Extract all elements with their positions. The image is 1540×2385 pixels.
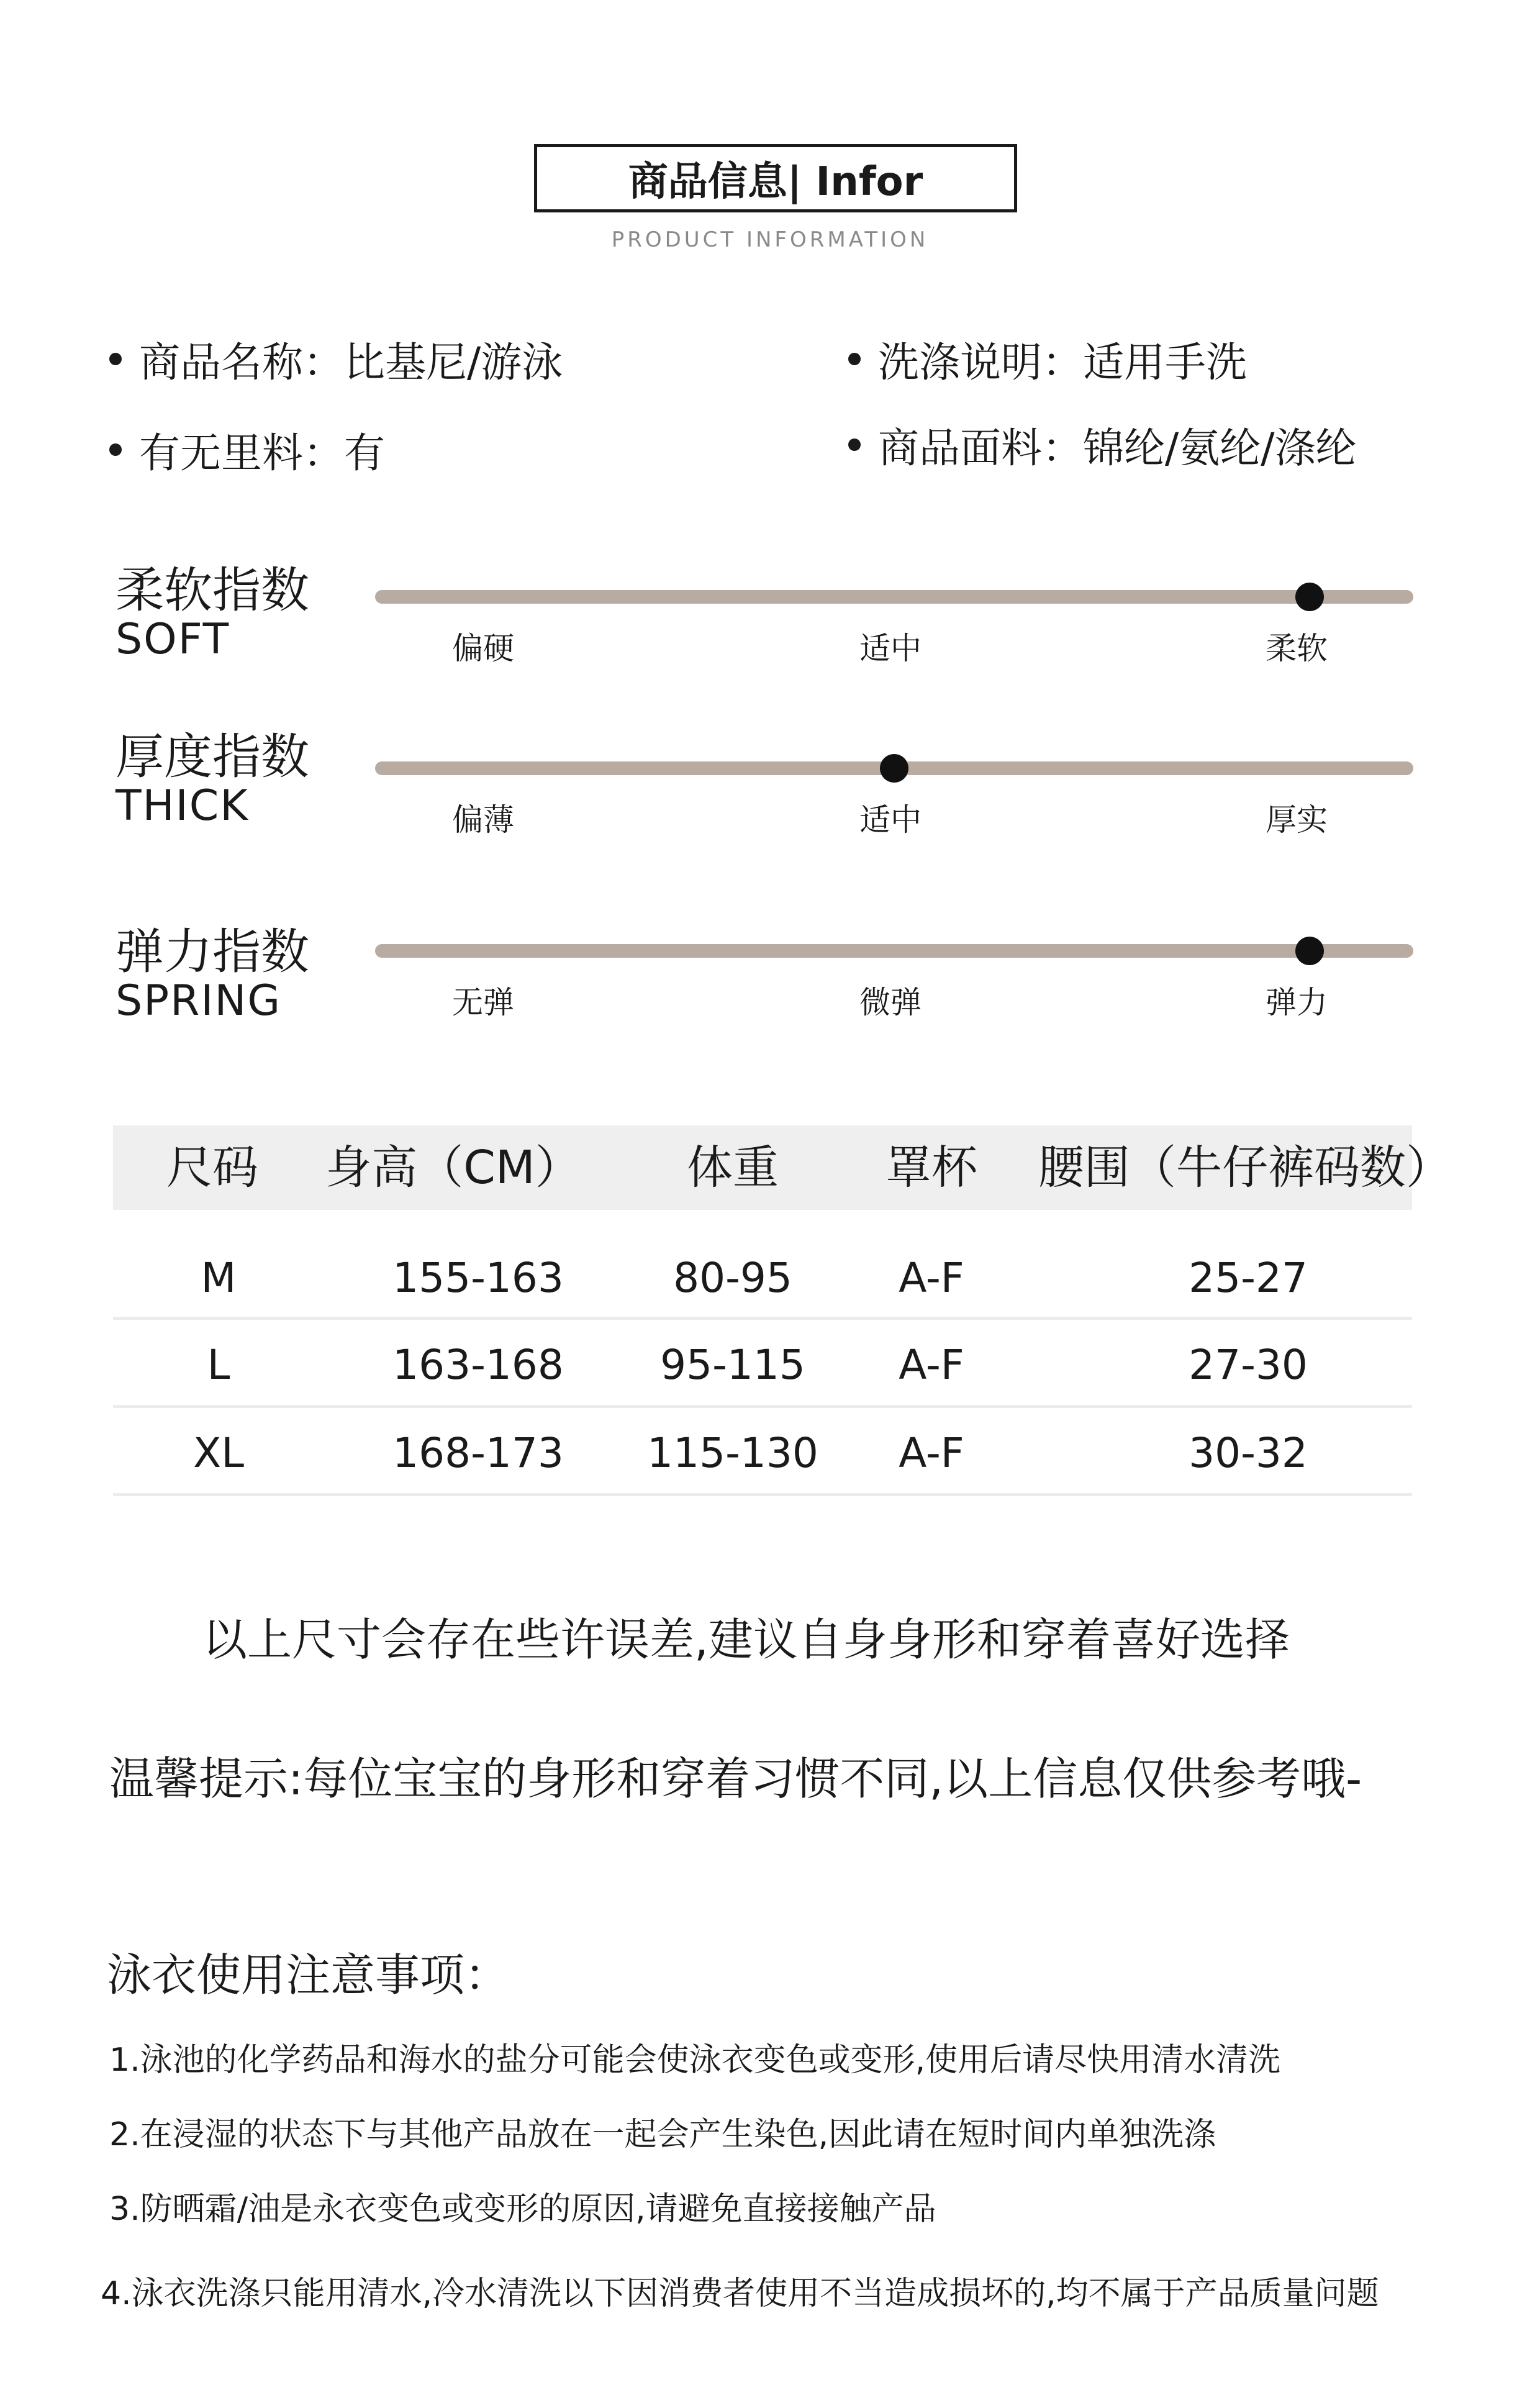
row-divider — [113, 1493, 1412, 1496]
info-item-wash — [848, 329, 1247, 388]
scale-soft-cn: 柔软指数 — [116, 563, 310, 619]
header-cup: 罩杯 — [886, 1141, 977, 1194]
scale-thick-tick-low: 偏薄 — [452, 802, 514, 838]
header-height: 身高（CM） — [325, 1141, 581, 1194]
scale-spring-label — [116, 925, 309, 1024]
table-cell: 27-30 — [1189, 1341, 1308, 1389]
care-item: 3.防晒霜/油是永衣变色或变形的原因,请避免直接接触产品 — [109, 2191, 936, 2228]
scale-spring-tick-low: 无弹 — [452, 984, 514, 1020]
info-wash-text: 洗涤说明：适用手洗 — [878, 338, 1247, 386]
header-size: 尺码 — [166, 1141, 258, 1194]
row-divider — [113, 1405, 1412, 1408]
table-cell: 30-32 — [1189, 1429, 1308, 1477]
table-cell: A-F — [899, 1429, 964, 1477]
info-item-fabric — [848, 415, 1356, 474]
table-cell: XL — [193, 1429, 244, 1477]
scale-spring-tick-high: 弹力 — [1266, 984, 1328, 1020]
table-cell: 155-163 — [392, 1254, 564, 1302]
table-cell: 25-27 — [1189, 1254, 1308, 1302]
bullet-icon — [848, 438, 861, 451]
table-cell: 115-130 — [647, 1429, 818, 1477]
table-cell: L — [207, 1341, 230, 1389]
scale-thick-tick-mid: 适中 — [859, 802, 922, 838]
info-lining-text: 有无里料：有 — [139, 429, 385, 477]
info-item-name — [109, 329, 563, 388]
scale-thick-knob — [880, 754, 908, 783]
scale-soft-tick-mid: 适中 — [859, 630, 922, 666]
scale-thick-cn: 厚度指数 — [116, 729, 310, 785]
scale-soft-tick-low: 偏硬 — [452, 630, 514, 666]
scale-thick-track — [375, 761, 1413, 775]
scale-soft-label — [116, 564, 309, 662]
care-item: 4.泳衣洗涤只能用清水,冷水清洗以下因消费者使用不当造成损坏的,均不属于产品质量问题 — [101, 2275, 1379, 2312]
scale-spring-cn: 弹力指数 — [116, 924, 310, 980]
scale-spring-tick-mid: 微弹 — [859, 984, 922, 1020]
scale-soft-track — [375, 590, 1413, 604]
scale-spring-en: SPRING — [116, 976, 282, 1025]
care-item: 2.在浸湿的状态下与其他产品放在一起会产生染色,因此请在短时间内单独洗涤 — [109, 2116, 1216, 2153]
table-cell: 80-95 — [673, 1254, 792, 1302]
tip-text: 温馨提示:每位宝宝的身形和穿着习惯不同,以上信息仅供参考哦- — [109, 1753, 1362, 1805]
info-name-text: 商品名称：比基尼/游泳 — [139, 338, 563, 386]
table-cell: M — [201, 1254, 237, 1302]
table-cell: 168-173 — [392, 1429, 564, 1477]
scale-thick-en: THICK — [116, 781, 249, 830]
bullet-icon — [109, 443, 122, 456]
info-fabric-text: 商品面料：锦纶/氨纶/涤纶 — [878, 424, 1357, 472]
scale-soft-knob — [1295, 583, 1324, 611]
table-cell: A-F — [899, 1254, 964, 1302]
bullet-icon — [848, 353, 861, 365]
info-item-lining — [109, 420, 385, 479]
care-title: 泳衣使用注意事项： — [107, 1949, 510, 2001]
section-subtitle: PRODUCT INFORMATION — [611, 227, 929, 252]
table-cell: A-F — [899, 1341, 964, 1389]
scale-spring-knob — [1295, 937, 1324, 965]
care-item: 1.泳池的化学药品和海水的盐分可能会使泳衣变色或变形,使用后请尽快用清水清洗 — [109, 2042, 1281, 2079]
scale-thick-label — [116, 730, 309, 829]
section-title: 商品信息| Infor — [534, 144, 1017, 212]
header-weight: 体重 — [687, 1141, 779, 1194]
scale-soft-en: SOFT — [116, 615, 230, 664]
scale-thick-tick-high: 厚实 — [1266, 802, 1328, 838]
scale-soft-tick-high: 柔软 — [1266, 630, 1328, 666]
table-cell: 95-115 — [660, 1341, 805, 1389]
scale-spring-track — [375, 944, 1413, 958]
size-note: 以上尺寸会存在些许误差,建议自身身形和穿着喜好选择 — [202, 1614, 1290, 1666]
table-cell: 163-168 — [392, 1341, 564, 1389]
header-waist: 腰围（牛仔裤码数） — [1038, 1141, 1452, 1194]
bullet-icon — [109, 353, 122, 365]
row-divider — [113, 1317, 1412, 1320]
